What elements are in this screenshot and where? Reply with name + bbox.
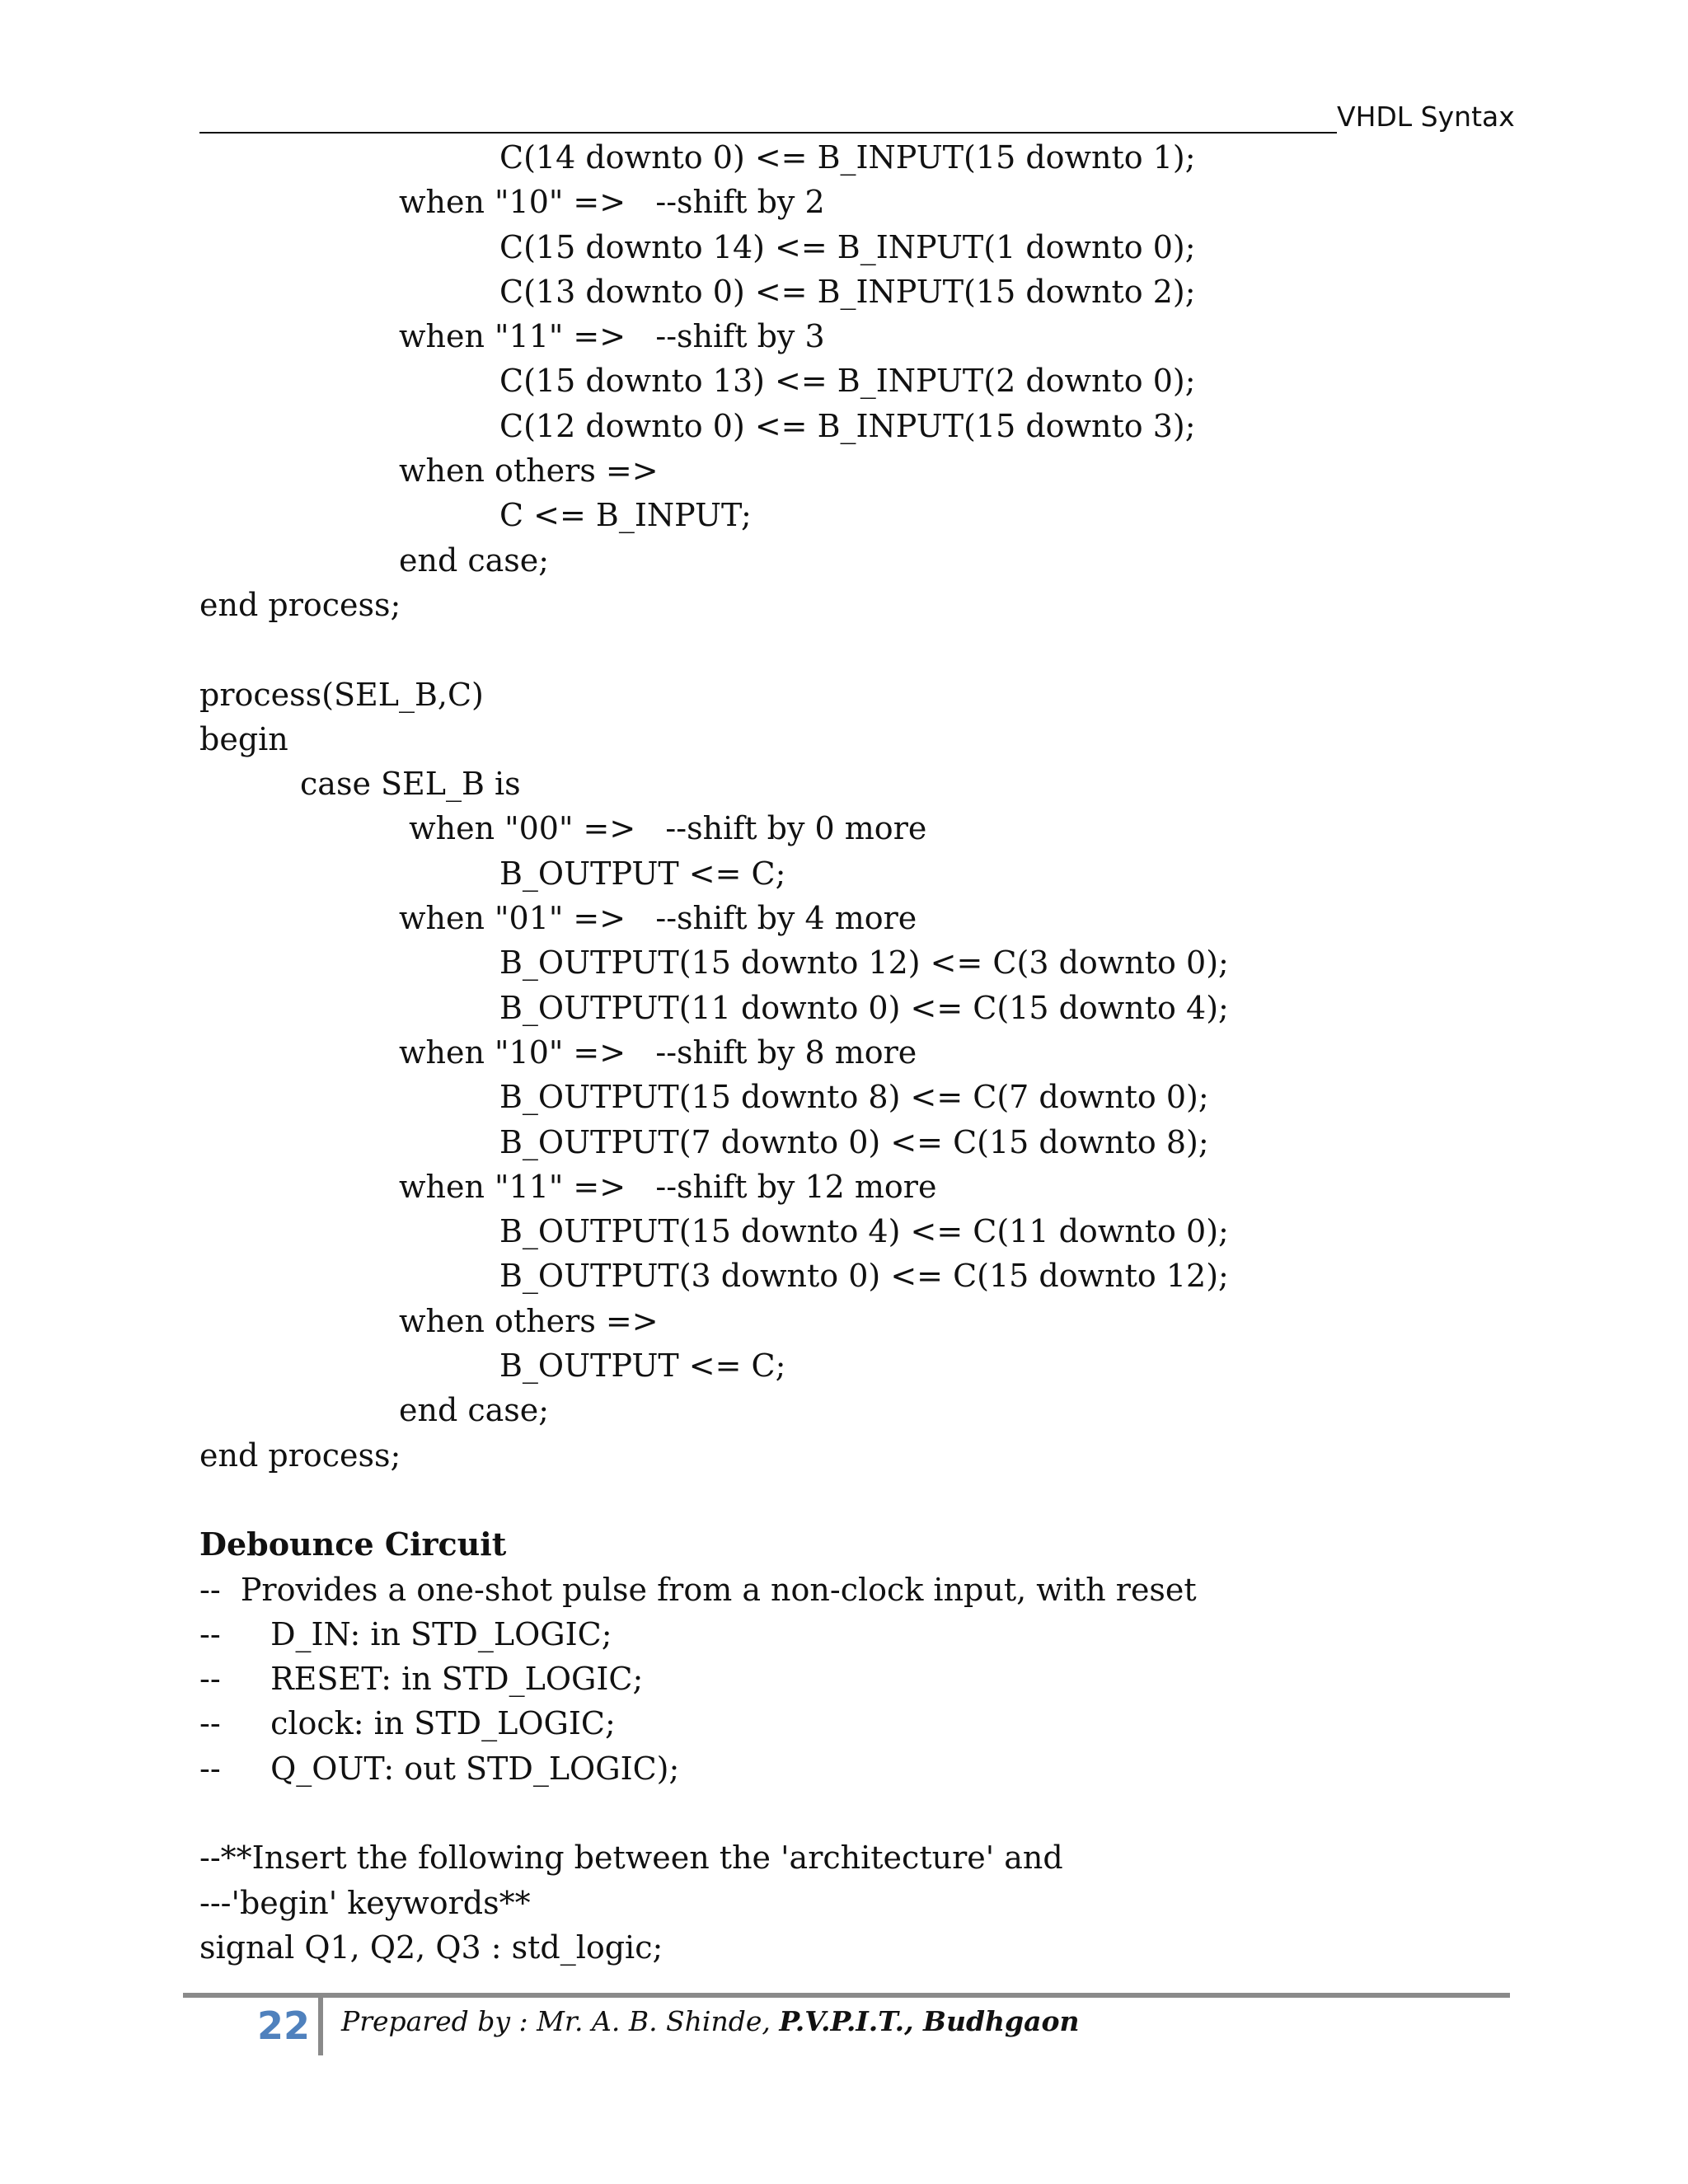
footer-prepared-by: Prepared by : Mr. A. B. Shinde, xyxy=(341,2005,780,2037)
code-line: when "00" => --shift by 0 more xyxy=(399,810,927,847)
header-rule xyxy=(199,132,1337,134)
code-line: -- Q_OUT: out STD_LOGIC); xyxy=(199,1750,680,1787)
code-line: -- D_IN: in STD_LOGIC; xyxy=(199,1615,612,1652)
code-line: -- RESET: in STD_LOGIC; xyxy=(199,1661,644,1698)
code-line: -- clock: in STD_LOGIC; xyxy=(199,1705,616,1742)
code-line: C(13 downto 0) <= B_INPUT(15 downto 2); xyxy=(499,273,1196,310)
code-listing xyxy=(199,135,1436,1970)
footer-divider xyxy=(318,1998,323,2055)
code-line: signal Q1, Q2, Q3 : std_logic; xyxy=(199,1929,663,1966)
code-line: B_OUTPUT(15 downto 4) <= C(11 downto 0); xyxy=(499,1213,1229,1250)
code-line: end case; xyxy=(399,1392,550,1429)
code-line xyxy=(199,1478,1436,1522)
code-line: C <= B_INPUT; xyxy=(499,497,752,534)
code-line: C(15 downto 14) <= B_INPUT(1 downto 0); xyxy=(499,228,1196,265)
running-header-title: VHDL Syntax xyxy=(1337,101,1515,133)
code-line xyxy=(199,627,1436,672)
code-line: when "01" => --shift by 4 more xyxy=(399,900,917,937)
code-line: ---'begin' keywords** xyxy=(199,1884,531,1921)
code-line: when "10" => --shift by 8 more xyxy=(399,1033,917,1071)
code-line: B_OUTPUT <= C; xyxy=(499,1347,786,1385)
code-line: C(12 downto 0) <= B_INPUT(15 downto 3); xyxy=(499,407,1196,444)
code-line: process(SEL_B,C) xyxy=(199,676,484,713)
code-line: end process; xyxy=(199,586,401,623)
code-line: when "10" => --shift by 2 xyxy=(399,184,825,221)
code-line: B_OUTPUT(7 downto 0) <= C(15 downto 8); xyxy=(499,1123,1209,1160)
code-line: B_OUTPUT(3 downto 0) <= C(15 downto 12); xyxy=(499,1258,1229,1295)
code-line: C(14 downto 0) <= B_INPUT(15 downto 1); xyxy=(499,139,1196,176)
footer-rule xyxy=(183,1993,1510,1998)
code-line: B_OUTPUT(15 downto 12) <= C(3 downto 0); xyxy=(499,944,1229,982)
footer-credit xyxy=(341,2001,1079,2042)
code-line: when "11" => --shift by 3 xyxy=(399,318,825,355)
page-number: 22 xyxy=(257,2004,311,2048)
section-heading: Debounce Circuit xyxy=(199,1526,507,1563)
code-line: B_OUTPUT(11 downto 0) <= C(15 downto 4); xyxy=(499,989,1229,1026)
code-line: when others => xyxy=(399,452,659,490)
code-line: end case; xyxy=(399,541,550,579)
code-line: C(15 downto 13) <= B_INPUT(2 downto 0); xyxy=(499,363,1196,400)
code-line xyxy=(199,1791,1436,1835)
code-line: -- Provides a one-shot pulse from a non-clock input, with reset xyxy=(199,1571,1197,1608)
code-line: when "11" => --shift by 12 more xyxy=(399,1168,937,1205)
code-line: when others => xyxy=(399,1302,659,1339)
footer-institute: P.V.P.I.T., Budhgaon xyxy=(779,2005,1080,2037)
code-line: case SEL_B is xyxy=(300,766,521,803)
code-line: B_OUTPUT(15 downto 8) <= C(7 downto 0); xyxy=(499,1079,1209,1116)
code-line: B_OUTPUT <= C; xyxy=(499,855,786,892)
code-line: end process; xyxy=(199,1436,401,1474)
code-line: begin xyxy=(199,720,288,757)
code-line: --**Insert the following between the 'architecture' and xyxy=(199,1840,1063,1877)
